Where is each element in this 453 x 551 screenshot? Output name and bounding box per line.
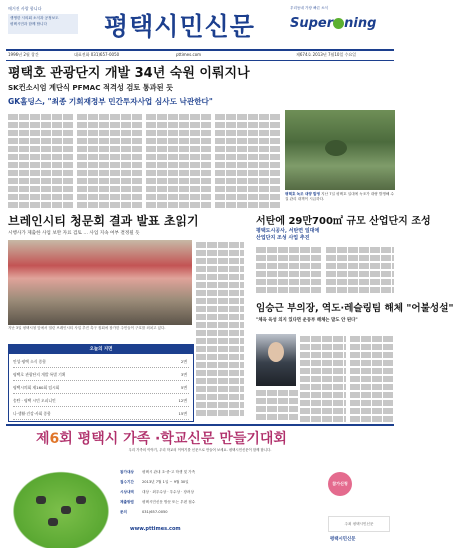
lead-headline[interactable]: 평택호 관광단지 개발 34년 숙원 이뤄지나 xyxy=(8,66,250,81)
contents-label: 안성·평택 소식 종합 xyxy=(13,359,46,364)
info-label: 접수기간 xyxy=(120,480,134,484)
photo-caption-title: 평택호 녹조 대량 발생 xyxy=(285,192,320,196)
lake-photo[interactable] xyxy=(285,110,395,190)
article-column xyxy=(77,112,143,208)
lead-subhead-2: GK홀딩스, "최종 기회재정부 민간투자사업 심사도 낙관한다" xyxy=(8,97,213,106)
info-label: 제출방법 xyxy=(120,500,134,504)
second-headline[interactable]: 브레인시티 청문회 결과 발표 초읽기 xyxy=(8,214,199,228)
contents-page: 3면 xyxy=(180,372,187,377)
info-value: 대상 · 최우수상 · 우수상 · 장려상 xyxy=(142,490,194,494)
kid-figure xyxy=(36,496,46,504)
kid-figure xyxy=(76,496,86,504)
newspaper-logo[interactable]: 평택시민신문 xyxy=(104,12,255,41)
contest-info-row xyxy=(120,498,320,507)
masthead-left-box xyxy=(8,6,86,34)
article-column xyxy=(300,334,346,420)
article-column xyxy=(215,112,281,208)
phone-number: 대표전화 031)657-0050 xyxy=(74,52,120,57)
fourth-headline[interactable]: 임승근 부의장, 역도·레슬링팀 해체 "어불성설" xyxy=(256,303,453,314)
contest-number: 6 xyxy=(49,431,60,447)
kids-on-grass-illustration xyxy=(6,466,116,548)
contents-label: 나·생활·건강·사회 종합 xyxy=(13,411,51,416)
info-label: 시상내역 xyxy=(120,490,134,494)
issue-info-bar xyxy=(6,49,394,61)
masthead xyxy=(0,0,400,48)
contents-box xyxy=(8,344,194,422)
contents-page: 5면 xyxy=(180,385,187,390)
sun-circle-icon xyxy=(333,18,344,29)
third-subhead xyxy=(256,228,319,242)
contest-title-text: 회 평택시 가족 ·학교신문 만들기대회 xyxy=(59,431,287,447)
contest-info-row xyxy=(120,488,320,497)
info-value: 2013년 7월 1일 ~ 9월 30일 xyxy=(142,480,189,484)
footer-logo: 평택시민신문 xyxy=(330,537,356,542)
article-column xyxy=(196,240,244,420)
contest-title[interactable] xyxy=(36,428,287,448)
kid-figure xyxy=(61,506,71,514)
portrait-face xyxy=(268,342,284,362)
portrait-photo[interactable] xyxy=(256,334,296,386)
fourth-subhead: "체육 육성 의지 있다면 운동부 해체는 말도 안 된다" xyxy=(256,318,358,323)
contents-label: 평택호 관광단지 개발 특별 기획 xyxy=(13,372,66,377)
contents-row[interactable] xyxy=(13,369,189,381)
kid-figure xyxy=(48,518,58,526)
edition-info: 제674호 2013년 7월10일 수요일 xyxy=(296,52,357,57)
contest-info-row xyxy=(120,478,320,487)
contest-description: 우리 가족의 이야기, 우리 학교의 이야기를 신문으로 만들어 보세요. 평택시민신문이 함께 합니다. xyxy=(128,448,272,452)
contest-info-row xyxy=(120,468,320,477)
masthead-ad-line: 생생한 시의회 소식과 공정보도 xyxy=(10,16,59,20)
contents-page: 15면 xyxy=(178,411,187,416)
third-subhead-line: 평택도시공사, 서탄면 일대에 xyxy=(256,228,320,234)
contents-page: 2면 xyxy=(180,359,187,364)
info-value: 평택시민신문 방문 또는 우편 접수 xyxy=(142,500,196,504)
contents-row[interactable] xyxy=(13,408,189,420)
article-column xyxy=(8,112,74,208)
masthead-ad xyxy=(8,14,78,34)
contents-title: 오늘의 지면 xyxy=(9,345,193,354)
photo-caption xyxy=(285,192,395,202)
contents-row[interactable] xyxy=(13,382,189,394)
founding-date: 1996년 2월 창간 xyxy=(8,52,39,57)
contents-label: 송탄 · 평택 시민 오피니언 xyxy=(13,398,56,403)
article-column xyxy=(350,334,394,420)
contents-row[interactable] xyxy=(13,395,189,407)
slogan-line: 우리동네 가장 빠른 소식 xyxy=(290,6,329,10)
info-value: 031)657-0050 xyxy=(142,510,168,514)
contents-row[interactable] xyxy=(13,356,189,368)
article-column xyxy=(146,112,212,208)
info-label: 문의 xyxy=(120,510,127,514)
rally-photo-caption: 지난 3일 평택시청 앞에서 열린 브레인시티 사업 추진 촉구 집회에 참가한 주민들이 구호를 외치고 있다. xyxy=(8,326,166,330)
masthead-ad-line: 평택시민과 함께 합니다 xyxy=(10,22,47,26)
website-link[interactable]: pttimes.com xyxy=(176,52,202,57)
info-value: 평택시 관내 초·중·고 학생 및 가족 xyxy=(142,470,196,474)
third-subhead-line: 산업단지 조성 사업 추진 xyxy=(256,235,310,241)
photo-caption-text: 지난 7일 평택호 일대에 녹조가 대량 발생해 수질 관리 대책이 시급하다. xyxy=(285,192,394,201)
rally-photo[interactable] xyxy=(8,240,192,325)
masthead-right-box xyxy=(290,6,394,46)
lead-subhead: SK컨소시엄 계단식 PFMAC 적격성 검토 통과된 듯 xyxy=(8,83,174,92)
article-column xyxy=(256,245,322,295)
article-column xyxy=(326,245,394,295)
contents-label: 평택시의회 제160회 임시회 xyxy=(13,385,60,390)
contents-page: 12면 xyxy=(178,398,187,403)
super-morning-logo xyxy=(290,16,394,31)
apply-badge[interactable]: 참가신청 xyxy=(328,472,352,496)
contest-title-prefix: 제 xyxy=(36,431,50,447)
article-column xyxy=(256,388,298,420)
super-tail: ning xyxy=(344,16,377,31)
photo-subject xyxy=(325,140,347,156)
sponsor-box: 주최 평택시민신문 xyxy=(328,516,390,532)
info-label: 참가대상 xyxy=(120,470,134,474)
contest-website-link[interactable]: www.pttimes.com xyxy=(130,526,181,532)
second-subhead: 시행사가 제출한 사업 보완 자료 검토 … 사업 지속 여부 결정될 듯 xyxy=(8,231,140,236)
masthead-line: 매거진 사랑 합니다 xyxy=(8,6,42,11)
third-headline[interactable]: 서탄에 29만700㎡ 규모 산업단지 조성 xyxy=(256,216,431,227)
contest-info-row xyxy=(120,508,320,517)
contest-info xyxy=(120,468,320,548)
super-text: Super xyxy=(290,16,334,31)
